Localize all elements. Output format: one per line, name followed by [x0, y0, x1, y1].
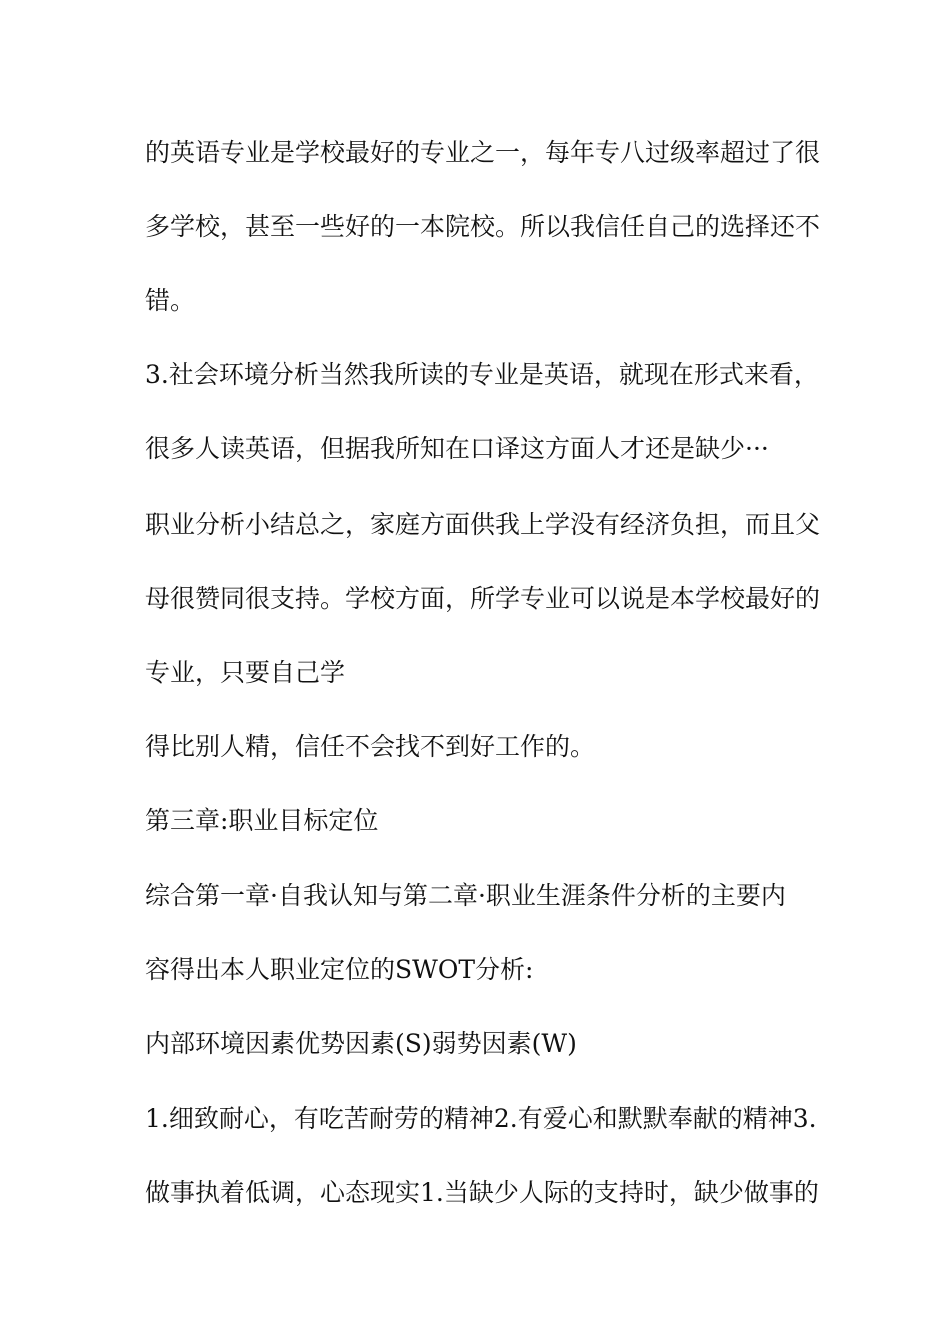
chapter-heading: 第三章:职业目标定位	[145, 806, 379, 835]
text-line-8: 专业，只要自己学	[145, 658, 346, 687]
text-line-3: 错。	[145, 286, 196, 315]
text-line-5: 很多人读英语，但据我所知在口译这方面人才还是缺少···	[145, 434, 769, 463]
text-line-14: 1.细致耐心，有吃苦耐劳的精神2.有爱心和默默奉献的精神3.	[145, 1104, 817, 1133]
text-line-6: 职业分析小结总之，家庭方面供我上学没有经济负担，而且父	[145, 510, 821, 539]
text-line-12: 容得出本人职业定位的SWOT分析:	[145, 955, 534, 984]
text-line-4: 3.社会环境分析当然我所读的专业是英语，就现在形式来看，	[145, 360, 819, 389]
text-line-13: 内部环境因素优势因素(S)弱势因素(W)	[145, 1029, 577, 1058]
text-line-2: 多学校，甚至一些好的一本院校。所以我信任自己的选择还不	[145, 212, 821, 241]
text-line-9: 得比别人精，信任不会找不到好工作的。	[145, 732, 596, 761]
text-line-1: 的英语专业是学校最好的专业之一，每年专八过级率超过了很	[145, 138, 821, 167]
text-line-11: 综合第一章·自我认知与第二章·职业生涯条件分析的主要内	[145, 881, 786, 910]
text-line-15: 做事执着低调，心态现实1.当缺少人际的支持时，缺少做事的	[145, 1178, 819, 1207]
text-line-7: 母很赞同很支持。学校方面，所学专业可以说是本学校最好的	[145, 584, 821, 613]
